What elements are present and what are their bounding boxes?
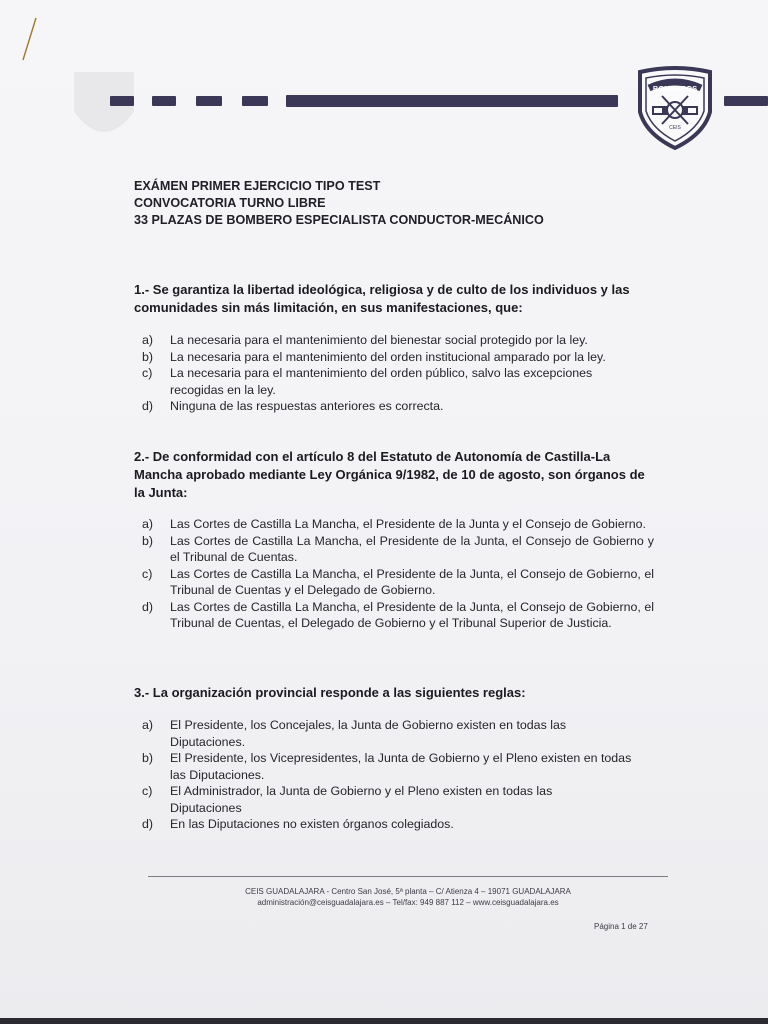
footer-line-2: administración@ceisguadalajara.es – Tel/fax: 949 887 112 – www.ceisguadalajara.es [257,898,559,907]
logo-text-bottom: CEIS [669,125,681,131]
question-1-text: 1.- Se garantiza la libertad ideológica, religiosa y de culto de los individuos y las comunidades sin más limitación, en sus manifestaciones, que: [134,282,630,315]
question-3-option-b: b) El Presidente, los Vicepresidentes, la Junta de Gobierno y el Pleno existen en todas las Diputaciones. [142,751,632,782]
question-3-option-a: a) El Presidente, los Concejales, la Junta de Gobierno existen en todas las Diputaciones. [142,718,567,749]
exam-title-block [134,178,544,229]
scan-bottom-edge [0,1018,768,1024]
question-2 [134,448,654,632]
question-2-option-a: a) Las Cortes de Castilla La Mancha, el Presidente de la Junta y el Consejo de Gobierno. [142,517,646,531]
exam-title-line-1: EXÁMEN PRIMER EJERCICIO TIPO TEST [134,179,381,193]
question-2-option-d: d) Las Cortes de Castilla La Mancha, el Presidente de la Junta, el Consejo de Gobierno, el Tribunal de Cuentas, el Delegado de Gobierno y el Tribunal Superior de Justicia. [142,599,654,630]
exam-title-line-2: CONVOCATORIA TURNO LIBRE [134,196,326,210]
footer-address [148,886,668,908]
pen-stroke-mark [20,16,40,64]
question-1-option-a: a) La necesaria para el mantenimiento del bienestar social protegido por la ley. [142,333,588,347]
question-2-option-b: b) Las Cortes de Castilla La Mancha, el Presidente de la Junta, el Consejo de Gobierno y el Tribunal de Cuentas. [142,533,654,564]
exam-title-line-3: 33 PLAZAS DE BOMBERO ESPECIALISTA CONDUCTOR-MECÁNICO [134,213,544,227]
question-3-option-c: c) El Administrador, la Junta de Gobierno y el Pleno existen en todas las Diputaciones [142,784,553,815]
footer-line-1: CEIS GUADALAJARA - Centro San José, 5ª planta – C/ Atienza 4 – 19071 GUADALAJARA [245,887,571,896]
page-number: Página 1 de 27 [594,922,648,931]
question-1-option-b: b) La necesaria para el mantenimiento del orden institucional amparado por la ley. [142,349,606,364]
question-3-text: 3.- La organización provincial responde a las siguientes reglas: [134,685,526,700]
faint-logo-watermark [64,62,144,152]
footer-divider [148,876,668,877]
question-2-text: 2.- De conformidad con el artículo 8 del Estatuto de Autonomía de Castilla-La Mancha aprobado mediante Ley Orgánica 9/1982, de 10 de agosto, son órganos de la Junta: [134,449,645,500]
question-1-option-d: d) Ninguna de las respuestas anteriores es correcta. [142,399,444,413]
logo-text-top: BOMBEROS [652,84,698,93]
question-3-option-d: d) En las Diputaciones no existen órganos colegiados. [142,817,454,831]
question-1 [134,281,654,415]
bomberos-shield-logo [634,66,716,150]
question-2-option-c: c) Las Cortes de Castilla La Mancha, el Presidente de la Junta, el Consejo de Gobierno, el Tribunal de Cuentas y el Delegado de Gobierno. [142,566,654,597]
question-3 [134,684,654,833]
question-1-option-c: c) La necesaria para el mantenimiento del orden público, salvo las excepciones recogidas en la ley. [142,366,593,397]
